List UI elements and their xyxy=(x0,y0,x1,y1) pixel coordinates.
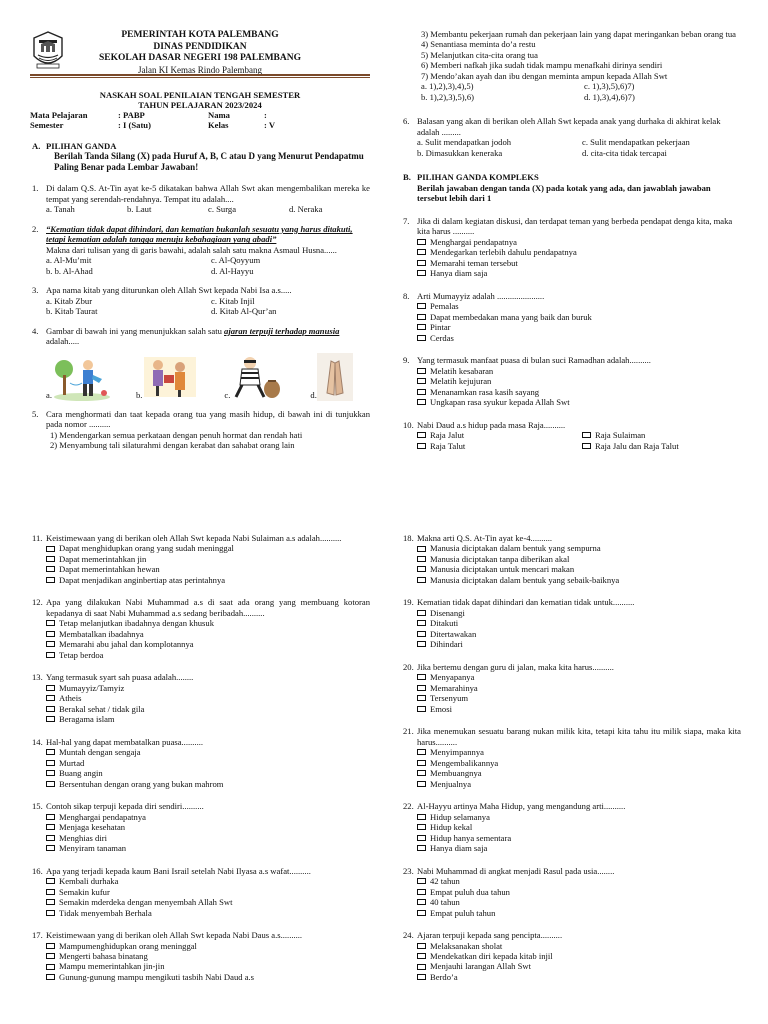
checkbox-option[interactable]: Empat puluh dua tahun xyxy=(417,887,741,897)
q6-option-b[interactable]: b. Dimasukkan keneraka xyxy=(417,147,503,158)
left-column-top xyxy=(32,141,370,451)
checkbox-option[interactable]: Manusia diciptakan untuk mencari makan xyxy=(417,564,741,574)
checkbox-icon[interactable] xyxy=(46,716,55,722)
checkbox-icon[interactable] xyxy=(46,695,55,701)
checkbox-icon[interactable] xyxy=(417,749,426,755)
question-8 xyxy=(403,291,741,343)
header-rule xyxy=(30,74,370,76)
checkbox-icon[interactable] xyxy=(417,314,426,320)
q5-item: 6) Memberi nafkah jika sudah tidak mampu menafkahi dirinya sendiri xyxy=(421,60,663,71)
q6-option-d[interactable]: d. cita-cita tidak tercapai xyxy=(582,147,667,158)
q24-text: Ajaran terpuji kepada sang pencipta.......... xyxy=(417,930,563,941)
kelas-label: Kelas xyxy=(208,120,229,131)
q5-text: Cara menghormati dan taat kepada orang tua yang masih hidup, di bawah ini di tunjukkan pada nomor .......... xyxy=(46,408,370,430)
checkbox-option[interactable]: Manusia diciptakan tanpa diberikan akal xyxy=(417,554,741,564)
checkbox-icon[interactable] xyxy=(46,641,55,647)
q4-text-end: adalah..... xyxy=(46,336,80,347)
checkbox-icon[interactable] xyxy=(417,324,426,330)
checkbox-icon[interactable] xyxy=(46,760,55,766)
section-a-instruction: Berilah Tanda Silang (X) pada Huruf A, B, C atau D yang Menurut Pendapatmu Paling Benar pada Lembar Jawaban! xyxy=(54,151,364,173)
checkbox-icon[interactable] xyxy=(417,270,426,276)
q1-option-c[interactable]: c. Surga xyxy=(208,204,237,215)
checkbox-icon[interactable] xyxy=(417,432,426,438)
checkbox-icon[interactable] xyxy=(417,899,426,905)
checkbox-option[interactable]: Beragama islam xyxy=(46,714,370,724)
checkbox-icon[interactable] xyxy=(417,443,426,449)
exam-title-1: NASKAH SOAL PENILAIAN TENGAH SEMESTER xyxy=(99,90,301,100)
checkbox-option[interactable]: Raja Talut xyxy=(417,441,576,451)
right-column-bottom xyxy=(403,533,741,982)
q9-text: Yang termasuk manfaat puasa di bulan suci Ramadhan adalah.......... xyxy=(417,355,651,366)
checkbox-icon[interactable] xyxy=(417,556,426,562)
checkbox-option[interactable]: Semakin mderdeka dengan menyembah Allah Swt xyxy=(46,897,370,907)
checkbox-icon[interactable] xyxy=(46,824,55,830)
checkbox-option[interactable]: Cerdas xyxy=(417,333,741,343)
right-column-top xyxy=(403,29,741,451)
checkbox-option[interactable]: Menjaga kesehatan xyxy=(46,822,370,832)
q19-number: 19. xyxy=(403,597,414,608)
question-2 xyxy=(32,224,370,276)
q5-option-b[interactable]: b. 1),2),3),5),6) xyxy=(421,91,474,102)
q13-text: Yang termasuk syart sah puasa adalah........ xyxy=(46,672,194,683)
q6-option-a[interactable]: a. Sulit mendapatkan jodoh xyxy=(417,137,512,148)
q1-option-a[interactable]: a. Tanah xyxy=(46,204,75,215)
checkbox-icon[interactable] xyxy=(46,845,55,851)
checkbox-icon[interactable] xyxy=(417,889,426,895)
left-column-bottom xyxy=(32,533,370,982)
section-b-instruction: Berilah jawaban dengan tanda (X) pada kotak yang ada, dan jawablah jawaban tersebut lebih dari 1 xyxy=(417,182,711,204)
q5-continued xyxy=(403,29,741,102)
checkbox-option[interactable]: Ditakuti xyxy=(417,618,741,628)
q5-item: 4) Senantiasa meminta do’a restu xyxy=(421,39,536,50)
checkbox-option[interactable]: Memarahi abu jahal dan komplotannya xyxy=(46,639,370,649)
checkbox-icon[interactable] xyxy=(417,974,426,980)
checkbox-icon[interactable] xyxy=(46,781,55,787)
checkbox-icon[interactable] xyxy=(46,556,55,562)
q16-number: 16. xyxy=(32,865,43,876)
question-24 xyxy=(403,930,741,982)
question-11 xyxy=(32,533,370,585)
checkbox-icon[interactable] xyxy=(46,706,55,712)
checkbox-icon[interactable] xyxy=(417,835,426,841)
q5-option-a[interactable]: a. 1),2),3),4),5) xyxy=(421,81,474,92)
q5-item: 7) Mendo’akan ayah dan ibu dengan meminta ampun kepada Allah Swt xyxy=(421,70,668,81)
checkbox-option[interactable]: Tetap melanjutkan ibadahnya dengan khusuk xyxy=(46,618,370,628)
picture-thief-icon[interactable] xyxy=(230,353,282,401)
question-23 xyxy=(403,866,741,918)
checkbox-option[interactable]: Hidup kekal xyxy=(417,822,741,832)
checkbox-option[interactable]: Disenangi xyxy=(417,608,741,618)
checkbox-option[interactable]: Tidak menyembah Berhala xyxy=(46,908,370,918)
checkbox-option[interactable]: Gunung-gunung mampu mengikuti tasbih Nabi Daud a.s xyxy=(46,972,370,982)
school-header xyxy=(60,30,340,76)
checkbox-option[interactable]: Dihindari xyxy=(417,639,741,649)
q19-text: Kematian tidak dapat dihindari dan kematian tidak untuk.......... xyxy=(417,597,635,608)
question-12 xyxy=(32,597,370,660)
checkbox-option[interactable]: Mendekatkan diri kepada kitab injil xyxy=(417,951,741,961)
checkbox-option[interactable]: Melatih kesabaran xyxy=(417,366,741,376)
q1-option-b[interactable]: b. Laut xyxy=(127,204,152,215)
q4-option-b[interactable]: b. xyxy=(135,390,143,401)
q17-text: Keistimewaan yang di berikan oleh Allah Swt kepada Nabi Daus a.s.......... xyxy=(46,930,303,941)
checkbox-icon[interactable] xyxy=(417,674,426,680)
checkbox-option[interactable]: Menjualnya xyxy=(417,779,741,789)
q6-option-c[interactable]: c. Sulit mendapatkan pekerjaan xyxy=(582,137,690,148)
checkbox-icon[interactable] xyxy=(46,546,55,552)
checkbox-icon[interactable] xyxy=(417,641,426,647)
checkbox-icon[interactable] xyxy=(417,695,426,701)
checkbox-icon[interactable] xyxy=(46,577,55,583)
checkbox-icon[interactable] xyxy=(417,566,426,572)
checkbox-option[interactable]: Mengerti bahasa binatang xyxy=(46,951,370,961)
q22-text: Al-Hayyu artinya Maha Hidup, yang mengandung arti.......... xyxy=(417,801,626,812)
checkbox-option[interactable]: Dapat menjadikan anginbertiap atas perintahnya xyxy=(46,575,370,585)
question-10 xyxy=(403,420,741,451)
checkbox-icon[interactable] xyxy=(582,432,591,438)
checkbox-option[interactable]: Menyapanya xyxy=(417,672,741,682)
question-22 xyxy=(403,801,741,853)
q10-number: 10. xyxy=(403,419,414,430)
checkbox-option[interactable]: Empat puluh tahun xyxy=(417,908,741,918)
section-a-label: A. xyxy=(32,141,41,151)
checkbox-option[interactable]: Emosi xyxy=(417,704,741,714)
checkbox-option[interactable]: 42 tahun xyxy=(417,876,741,886)
question-9 xyxy=(403,355,741,407)
mapel-label: Mata Pelajaran xyxy=(30,110,88,120)
checkbox-option[interactable]: Dapat memerintahkan hewan xyxy=(46,564,370,574)
question-7 xyxy=(403,216,741,279)
checkbox-option[interactable]: Memarahinya xyxy=(417,683,741,693)
checkbox-icon[interactable] xyxy=(46,953,55,959)
checkbox-icon[interactable] xyxy=(417,399,426,405)
checkbox-option[interactable]: Hidup hanya sementara xyxy=(417,833,741,843)
q2-quote: “Kematian tidak dapat dihindari, dan kematian bukanlah sesuatu yang harus ditakuti, tetapi kematian adalah tangga menuju kebahagiaan yang abadi” xyxy=(46,223,353,245)
checkbox-option[interactable]: Membuangnya xyxy=(417,768,741,778)
checkbox-option[interactable]: Menghias diri xyxy=(46,833,370,843)
checkbox-option[interactable]: Atheis xyxy=(46,693,370,703)
checkbox-icon[interactable] xyxy=(46,749,55,755)
q6-number: 6. xyxy=(403,116,410,127)
q7-text: Jika di dalam kegiatan diskusi, dan terdapat teman yang berbeda pendapat denga kita, maka kita harus .......... xyxy=(417,215,733,237)
q21-number: 21. xyxy=(403,726,414,737)
q3-option-a[interactable]: a. Kitab Zbur xyxy=(46,295,93,306)
checkbox-icon[interactable] xyxy=(417,631,426,637)
section-a-title: PILIHAN GANDA xyxy=(46,141,117,151)
q5-number: 5. xyxy=(32,408,39,419)
q23-number: 23. xyxy=(403,865,414,876)
q9-number: 9. xyxy=(403,355,410,366)
checkbox-icon[interactable] xyxy=(46,652,55,658)
q6-text: Balasan yang akan di berikan oleh Allah Swt kepada anak yang durhaka di akhirat kelak adalah ......... xyxy=(417,116,721,137)
checkbox-option[interactable]: Melaksanakan sholat xyxy=(417,941,741,951)
checkbox-option[interactable]: Raja Sulaiman xyxy=(582,430,741,440)
checkbox-icon[interactable] xyxy=(417,620,426,626)
checkbox-icon[interactable] xyxy=(46,878,55,884)
checkbox-option[interactable]: Ditertawakan xyxy=(417,629,741,639)
checkbox-icon[interactable] xyxy=(46,974,55,980)
semester-label: Semester xyxy=(30,120,64,131)
q20-text: Jika bertemu dengan guru di jalan, maka kita harus.......... xyxy=(417,661,614,672)
q22-number: 22. xyxy=(403,801,414,812)
q2-option-d[interactable]: d. Al-Hayyu xyxy=(211,265,254,276)
question-20 xyxy=(403,662,741,714)
q5-item: 5) Melanjutkan cita-cita orang tua xyxy=(421,49,538,60)
q3-option-d[interactable]: d. Kitab Al-Qur’an xyxy=(211,306,277,317)
checkbox-icon[interactable] xyxy=(417,546,426,552)
mapel-value: : PABP xyxy=(118,110,145,120)
q24-number: 24. xyxy=(403,930,414,941)
checkbox-option[interactable]: Mengembalikannya xyxy=(417,758,741,768)
checkbox-icon[interactable] xyxy=(417,610,426,616)
question-14 xyxy=(32,737,370,789)
header-line3: SEKOLAH DASAR NEGERI 198 PALEMBANG xyxy=(99,53,301,64)
checkbox-option[interactable]: Semakin kufur xyxy=(46,887,370,897)
question-18 xyxy=(403,533,741,585)
checkbox-icon[interactable] xyxy=(46,899,55,905)
q18-text: Makna arti Q.S. At-Tin ayat ke-4.......... xyxy=(417,533,553,543)
section-b-label: B. xyxy=(403,172,411,183)
q4-emphasis: ajaran terpuji terhadap manusia xyxy=(224,325,340,336)
q2-number: 2. xyxy=(32,223,39,234)
q14-text: Hal-hal yang dapat membatalkan puasa.......... xyxy=(46,736,204,747)
q11-number: 11. xyxy=(32,533,43,543)
checkbox-option[interactable]: Menyimpannya xyxy=(417,747,741,757)
checkbox-option[interactable]: Bersentuhan dengan orang yang bukan mahrom xyxy=(46,779,370,789)
q5-item: 2) Menyambung tali silaturahmi dengan kerabat dan sahabat orang lain xyxy=(50,440,295,451)
nama-label: Nama xyxy=(208,110,230,120)
checkbox-option[interactable]: Membatalkan ibadahnya xyxy=(46,629,370,639)
q4-number: 4. xyxy=(32,325,39,336)
question-21 xyxy=(403,726,741,789)
question-4 xyxy=(32,326,370,401)
q5-option-c[interactable]: c. 1),3),5),6)7) xyxy=(584,81,635,92)
checkbox-option[interactable]: Hidup selamanya xyxy=(417,812,741,822)
checkbox-icon[interactable] xyxy=(417,303,426,309)
section-b-title: PILIHAN GANDA KOMPLEKS xyxy=(417,172,539,183)
checkbox-option[interactable]: Tersenyum xyxy=(417,693,741,703)
checkbox-icon[interactable] xyxy=(417,239,426,245)
checkbox-option[interactable]: Raja Jalut xyxy=(417,430,576,440)
picture-watering-plants-icon[interactable] xyxy=(52,353,112,401)
checkbox-option[interactable]: Murtad xyxy=(46,758,370,768)
checkbox-option[interactable]: Mampu memerintahkan jin-jin xyxy=(46,961,370,971)
q10-text: Nabi Daud a.s hidup pada masa Raja.......... xyxy=(417,419,566,430)
checkbox-icon[interactable] xyxy=(417,706,426,712)
exam-info xyxy=(30,110,370,131)
checkbox-option[interactable]: Kembali durhaka xyxy=(46,876,370,886)
checkbox-icon[interactable] xyxy=(417,389,426,395)
checkbox-icon[interactable] xyxy=(417,824,426,830)
q3-number: 3. xyxy=(32,285,39,296)
checkbox-option[interactable]: Dapat membedakan mana yang baik dan buruk xyxy=(417,312,741,322)
checkbox-icon[interactable] xyxy=(417,260,426,266)
exam-title xyxy=(30,90,370,111)
q2-text: Makna dari tulisan yang di garis bawahi, adalah salah satu makna Asmaul Husna...... xyxy=(46,244,337,255)
checkbox-icon[interactable] xyxy=(417,910,426,916)
checkbox-option[interactable]: Menyiram tanaman xyxy=(46,843,370,853)
checkbox-icon[interactable] xyxy=(417,845,426,851)
checkbox-icon[interactable] xyxy=(46,943,55,949)
q1-number: 1. xyxy=(32,183,39,194)
q17-number: 17. xyxy=(32,930,43,941)
q4-option-d[interactable]: d. xyxy=(310,390,317,401)
q4-option-c[interactable]: c. xyxy=(224,390,231,401)
checkbox-option[interactable]: Tetap berdoa xyxy=(46,650,370,660)
checkbox-icon[interactable] xyxy=(417,943,426,949)
q3-option-b[interactable]: b. Kitab Taurat xyxy=(46,306,98,317)
q8-number: 8. xyxy=(403,290,410,301)
checkbox-option[interactable]: Ungkapan rasa syukur kepada Allah Swt xyxy=(417,397,741,407)
question-15 xyxy=(32,801,370,853)
q7-number: 7. xyxy=(403,215,410,226)
checkbox-option[interactable]: Pintar xyxy=(417,322,741,332)
picture-helping-elder-icon[interactable] xyxy=(142,353,198,401)
header-line4: Jalan KI Kemas Rindo Palembang xyxy=(138,64,262,75)
checkbox-option[interactable]: Hanya diam saja xyxy=(417,268,741,278)
header-rule-thin xyxy=(30,77,370,78)
q15-number: 15. xyxy=(32,801,43,812)
checkbox-icon[interactable] xyxy=(46,685,55,691)
checkbox-option[interactable]: Pemalas xyxy=(417,301,741,311)
q20-number: 20. xyxy=(403,661,414,672)
q3-option-c[interactable]: c. Kitab Injil xyxy=(211,295,255,306)
q11-text: Keistimewaan yang di berikan oleh Allah Swt kepada Nabi Sulaiman a.s adalah.......... xyxy=(46,533,342,543)
question-17 xyxy=(32,930,370,982)
checkbox-icon[interactable] xyxy=(417,335,426,341)
checkbox-icon[interactable] xyxy=(46,889,55,895)
checkbox-option[interactable]: Melatih kejujuran xyxy=(417,376,741,386)
checkbox-icon[interactable] xyxy=(46,566,55,572)
checkbox-option[interactable]: Menghargai pendapatnya xyxy=(417,237,741,247)
section-b xyxy=(403,172,741,203)
checkbox-icon[interactable] xyxy=(46,814,55,820)
question-16 xyxy=(32,866,370,918)
checkbox-icon[interactable] xyxy=(417,685,426,691)
kelas-value: : V xyxy=(264,120,276,131)
checkbox-icon[interactable] xyxy=(417,760,426,766)
checkbox-icon[interactable] xyxy=(417,814,426,820)
checkbox-option[interactable]: 40 tahun xyxy=(417,897,741,907)
picture-praying-hands-icon[interactable] xyxy=(317,353,353,401)
q2-option-a[interactable]: a. Al-Mu’mit xyxy=(46,255,92,266)
q14-number: 14. xyxy=(32,736,43,747)
checkbox-icon[interactable] xyxy=(417,770,426,776)
header-line2: DINAS PENDIDIKAN xyxy=(153,41,247,52)
checkbox-option[interactable]: Dapat menghidupkan orang yang sudah meninggal xyxy=(46,543,370,553)
q13-number: 13. xyxy=(32,672,43,683)
q21-text: Jika menemukan sesuatu barang nukan milik kita, tetapi kita tahu itu milik siapa, maka kita harus.......... xyxy=(417,726,741,747)
checkbox-icon[interactable] xyxy=(417,781,426,787)
checkbox-option[interactable]: Dapat memerintahkan jin xyxy=(46,554,370,564)
checkbox-icon[interactable] xyxy=(417,577,426,583)
question-13 xyxy=(32,672,370,724)
checkbox-option[interactable]: Menghargai pendapatnya xyxy=(46,812,370,822)
checkbox-icon[interactable] xyxy=(417,878,426,884)
checkbox-option[interactable]: Raja Jalu dan Raja Talut xyxy=(582,441,741,451)
checkbox-option[interactable]: Berakal sehat / tidak gila xyxy=(46,704,370,714)
checkbox-icon[interactable] xyxy=(46,631,55,637)
checkbox-option[interactable]: Manusia diciptakan dalam bentuk yang sebaik-baiknya xyxy=(417,575,741,585)
q18-number: 18. xyxy=(403,533,414,543)
question-3 xyxy=(32,285,370,316)
nama-value: : xyxy=(264,110,267,120)
q12-text: Apa yang dilakukan Nabi Muhammad a.s di saat ada orang yang membuang kotoran kepadanya di saat Nabi Muhammad a.s sedang beribadah.......... xyxy=(46,597,370,618)
q2-option-c[interactable]: c. Al-Qoyyum xyxy=(211,255,261,266)
checkbox-option[interactable]: Muntah dengan sengaja xyxy=(46,747,370,757)
checkbox-icon[interactable] xyxy=(582,443,591,449)
q5-item: 1) Mendengarkan semua perkataan dengan penuh hormat dan rendah hati xyxy=(50,429,303,440)
checkbox-option[interactable]: Memarahi teman tersebut xyxy=(417,258,741,268)
checkbox-option[interactable]: Menjauhi larangan Allah Swt xyxy=(417,961,741,971)
q15-text: Contoh sikap terpuji kepada diri sendiri.......... xyxy=(46,801,204,812)
checkbox-option[interactable]: Manusia diciptakan dalam bentuk yang sempurna xyxy=(417,543,741,553)
checkbox-option[interactable]: Hanya diam saja xyxy=(417,843,741,853)
question-6 xyxy=(403,116,741,158)
checkbox-option[interactable]: Mendegarkan terlebih dahulu pendapatnya xyxy=(417,247,741,257)
checkbox-icon[interactable] xyxy=(417,378,426,384)
q5-item: 3) Membantu pekerjaan rumah dan pekerjaan lain yang dapat meringankan beban orang tua xyxy=(421,29,736,39)
q1-option-d[interactable]: d. Neraka xyxy=(289,204,323,215)
exam-title-2: TAHUN PELAJARAN 2023/2024 xyxy=(138,100,262,111)
question-5 xyxy=(32,409,370,451)
q23-text: Nabi Muhammad di angkat menjadi Rasul pada usia........ xyxy=(417,865,615,876)
q4-option-a[interactable]: a. xyxy=(46,390,52,401)
q3-text: Apa nama kitab yang diturunkan oleh Allah Swt kepada Nabi Isa a.s..... xyxy=(46,285,292,296)
checkbox-icon[interactable] xyxy=(46,770,55,776)
q5-option-d[interactable]: d. 1),3),4),6)7) xyxy=(584,91,635,102)
checkbox-option[interactable]: Menanamkan rasa kasih sayang xyxy=(417,387,741,397)
checkbox-icon[interactable] xyxy=(46,964,55,970)
q4-text: Gambar di bawah ini yang menunjukkan salah satu xyxy=(46,325,225,336)
question-1 xyxy=(32,183,370,214)
checkbox-option[interactable]: Buang angin xyxy=(46,768,370,778)
checkbox-icon[interactable] xyxy=(417,249,426,255)
checkbox-icon[interactable] xyxy=(417,953,426,959)
semester-value: : I (Satu) xyxy=(118,120,151,131)
checkbox-icon[interactable] xyxy=(46,835,55,841)
q1-text: Di dalam Q.S. At-Tin ayat ke-5 dikatakan bahwa Allah Swt akan mengembalikan mereka ke tempat yang serendah-rendahnya. Tempat itu adalah.... xyxy=(46,183,370,204)
checkbox-icon[interactable] xyxy=(46,910,55,916)
checkbox-icon[interactable] xyxy=(417,964,426,970)
q2-option-b[interactable]: b. b. Al-Ahad xyxy=(46,265,93,276)
checkbox-option[interactable]: Mampumenghidupkan orang meninggal xyxy=(46,941,370,951)
q16-text: Apa yang terjadi kepada kaum Bani Israil setelah Nabi Ilyasa a.s wafat.......... xyxy=(46,865,311,876)
checkbox-icon[interactable] xyxy=(417,368,426,374)
checkbox-option[interactable]: Mumayyiz/Tamyiz xyxy=(46,683,370,693)
q8-text: Arti Mumayyiz adalah ...................... xyxy=(417,290,545,301)
question-19 xyxy=(403,597,741,649)
checkbox-option[interactable]: Berdo’a xyxy=(417,972,741,982)
checkbox-icon[interactable] xyxy=(46,620,55,626)
header-line1: PEMERINTAH KOTA PALEMBANG xyxy=(121,30,279,40)
q12-number: 12. xyxy=(32,597,43,608)
